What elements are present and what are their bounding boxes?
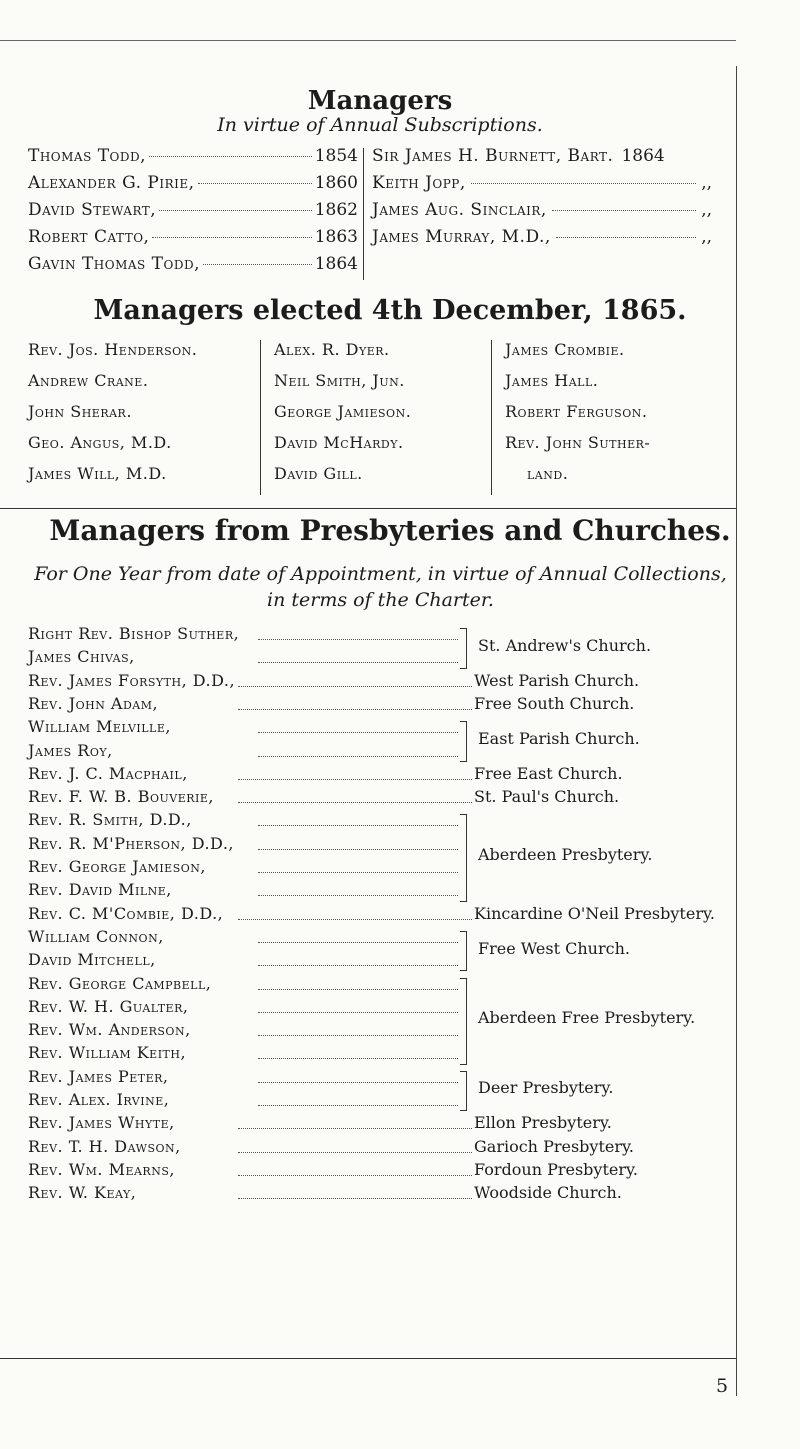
section1-heading: Managers (307, 86, 453, 116)
section2-heading: Managers elected 4th December, 1865. (93, 295, 687, 326)
manager-name: Rev. John Adam, (28, 693, 159, 713)
church-or-presbytery: Aberdeen Free Presbytery. (478, 1008, 696, 1028)
leader-dots (238, 1152, 472, 1153)
leader-dots (258, 1012, 458, 1013)
manager-name: Rev. T. H. Dawson, (28, 1136, 181, 1156)
leader-dots (238, 779, 472, 780)
elected-column-1: Rev. Jos. Henderson. Andrew Crane. John Sherar. Geo. Angus, M.D. James Will, M.D. (28, 340, 198, 483)
manager-name: Rev. R. M'Pherson, D.D., (28, 833, 234, 853)
church-or-presbytery: Deer Presbytery. (478, 1078, 614, 1098)
leader-dots (258, 895, 458, 896)
manager-name: Rev. William Keith, (28, 1043, 187, 1063)
brace (460, 628, 467, 669)
manager-name: Rev. George Campbell, (28, 973, 212, 993)
leader-dots (258, 965, 458, 966)
manager-name: James Chivas, (28, 647, 135, 667)
bottom-rule (0, 1358, 736, 1359)
leader-dots (258, 1058, 458, 1059)
brace (460, 978, 467, 1065)
manager-name: Rev. R. Smith, D.D., (28, 810, 192, 830)
manager-name: Rev. James Forsyth, D.D., (28, 670, 236, 690)
church-or-presbytery: Woodside Church. (474, 1183, 622, 1203)
brace (460, 814, 467, 901)
manager-name: Rev. George Jamieson, (28, 857, 206, 876)
leader-dots (258, 849, 458, 850)
brace (460, 931, 467, 972)
leader-dots (238, 1175, 472, 1176)
leader-dots (258, 732, 458, 733)
leader-dots (258, 1082, 458, 1083)
elected-column-2: Alex. R. Dyer. Neil Smith, Jun. George Jamieson. David McHardy. David Gill. (274, 340, 412, 483)
leader-dots (258, 989, 458, 990)
subscriber-row: Gavin Thomas Todd, 1864 (28, 254, 358, 274)
church-or-presbytery: Free South Church. (474, 693, 635, 713)
manager-name: Rev. Wm. Anderson, (28, 1020, 191, 1040)
manager-name: Rev. W. H. Gualter, (28, 996, 189, 1016)
church-or-presbytery: Free West Church. (478, 938, 630, 958)
manager-name: Rev. W. Keay, (28, 1183, 137, 1203)
leader-dots (258, 662, 458, 663)
leader-dots (258, 639, 458, 640)
manager-name: Rev. C. M'Combie, D.D., (28, 903, 224, 923)
leader-dots (238, 1198, 472, 1199)
church-or-presbytery: Aberdeen Presbytery. (478, 845, 653, 865)
brace (460, 721, 467, 762)
church-or-presbytery: Kincardine O'Neil Presbytery. (474, 903, 715, 923)
church-or-presbytery: Free East Church. (474, 763, 623, 783)
page-number: 5 (716, 1375, 729, 1397)
section3-subheading-2: in terms of the Charter. (267, 589, 494, 611)
leader-dots (238, 802, 472, 803)
column-divider (260, 340, 261, 495)
church-or-presbytery: West Parish Church. (474, 670, 640, 690)
section3-heading: Managers from Presbyteries and Churches. (49, 514, 731, 547)
subscriber-row: James Aug. Sinclair, ,, (372, 200, 712, 220)
manager-name: William Melville, (28, 717, 171, 737)
manager-name: Rev. James Whyte, (28, 1113, 175, 1133)
leader-dots (258, 825, 458, 826)
subscribers-left-column (28, 146, 358, 281)
subscriber-row: Robert Catto, 1863 (28, 227, 358, 247)
manager-name: Rev. James Peter, (28, 1066, 169, 1086)
church-or-presbytery: St. Paul's Church. (474, 787, 620, 807)
leader-dots (238, 919, 472, 920)
manager-name: William Connon, (28, 926, 164, 946)
leader-dots (238, 709, 472, 710)
column-divider (363, 148, 364, 280)
manager-name: David Mitchell, (28, 950, 156, 970)
top-rule (0, 40, 736, 41)
subscriber-row: Keith Jopp, ,, (372, 173, 712, 193)
leader-dots (238, 686, 472, 687)
church-or-presbytery: St. Andrew's Church. (478, 635, 652, 655)
leader-dots (258, 942, 458, 943)
church-or-presbytery: Ellon Presbytery. (474, 1113, 612, 1133)
leader-dots (258, 872, 458, 873)
leader-dots (238, 1128, 472, 1129)
manager-name: Rev. Alex. Irvine, (28, 1090, 170, 1109)
church-or-presbytery: Garioch Presbytery. (474, 1136, 634, 1156)
column-divider (491, 340, 492, 495)
manager-name: Rev. F. W. B. Bouverie, (28, 787, 214, 807)
manager-name: Rev. J. C. Macphail, (28, 763, 188, 783)
leader-dots (258, 756, 458, 757)
manager-name: Rev. Wm. Mearns, (28, 1159, 175, 1179)
section1-subheading: In virtue of Annual Subscriptions. (217, 114, 543, 136)
church-or-presbytery: Fordoun Presbytery. (474, 1159, 638, 1179)
subscribers-right-column (372, 146, 712, 254)
section3-subheading: For One Year from date of Appointment, in virtue of Annual Collections, (34, 563, 727, 585)
section-rule (0, 508, 736, 509)
subscriber-row: Thomas Todd, 1854 (28, 146, 358, 166)
manager-name: Right Rev. Bishop Suther, (28, 624, 240, 643)
church-or-presbytery: East Parish Church. (478, 728, 640, 748)
subscriber-row: David Stewart, 1862 (28, 200, 358, 220)
right-margin-rule (736, 66, 737, 1396)
leader-dots (258, 1035, 458, 1036)
brace (460, 1071, 467, 1112)
manager-name: James Roy, (28, 740, 113, 760)
manager-name: Rev. David Milne, (28, 880, 172, 900)
subscriber-row: James Murray, M.D., ,, (372, 227, 712, 247)
leader-dots (258, 1105, 458, 1106)
subscriber-row: Sir James H. Burnett, Bart. 1864 (372, 146, 665, 166)
subscriber-row: Alexander G. Pirie, 1860 (28, 173, 358, 193)
elected-column-3: James Crombie. James Hall. Robert Ferguson. Rev. John Suther- land. (505, 340, 651, 483)
